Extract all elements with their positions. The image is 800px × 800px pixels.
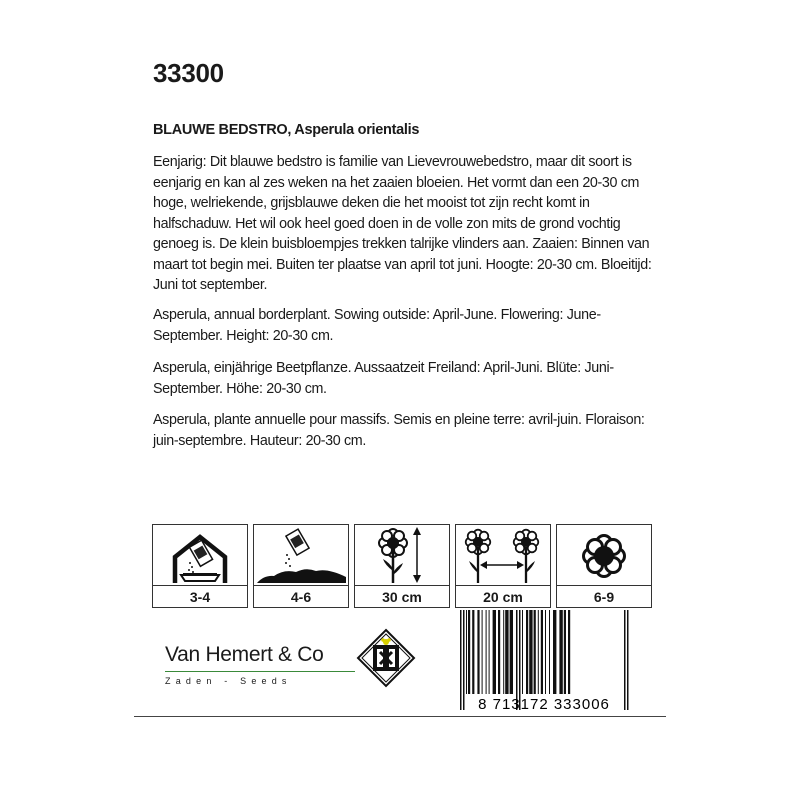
barcode-bar — [505, 610, 508, 694]
barcode-bar — [529, 610, 532, 694]
barcode-bar — [538, 610, 539, 694]
flowering-icon — [557, 525, 651, 585]
brand-divider — [165, 671, 355, 672]
barcode-bars — [460, 610, 629, 710]
plant-height-icon — [355, 525, 449, 585]
barcode-bar — [545, 610, 546, 694]
barcode-bar — [503, 610, 504, 694]
sow-indoors-icon — [153, 525, 247, 585]
barcode-bar — [526, 610, 528, 694]
barcode-bar — [498, 610, 500, 694]
barcode-bar — [624, 610, 626, 710]
description-french: Asperula, plante annuelle pour massifs. Semis en pleine terre: avril-juin. Floraison: juin-septembre. Hauteur: 20-30 cm. — [153, 412, 645, 449]
barcode-bar — [534, 610, 536, 694]
sow-indoors-label: 3-4 — [153, 585, 247, 608]
barcode-bar — [516, 610, 518, 710]
description-dutch: Eenjarig: Dit blauwe bedstro is familie van Lievevrouwebedstro, maar dit soort is eenjarig en kan al zes weken na het zaaien bloeien. Het vormt dan een 20-30 cm hoge, welriekende, grijsblauwe deken die het mooist tot zijn recht komt in halfschaduw. Het wil ook heel goed doen in de volle zon mits de grond vochtig genoeg is. De klein buisbloempjes trekken talrijke vlinders aan. Zaaien: Binnen van maart tot begin mei. Buiten ter plaatse van april tot juni. Hoogte: 20-30 cm. Bloeitijd: Juni tot september. — [153, 154, 652, 293]
icon-box-plant-height — [354, 524, 450, 608]
flowering-label: 6-9 — [557, 585, 651, 608]
barcode-bar — [466, 610, 467, 694]
barcode-bar — [489, 610, 490, 694]
barcode-bar — [493, 610, 496, 694]
product-code: 33300 — [153, 58, 224, 88]
barcode-bar — [519, 610, 521, 710]
icon-box-flowering — [556, 524, 652, 608]
product-title: BLAUWE BEDSTRO, Asperula orientalis — [153, 122, 420, 138]
barcode-bar — [463, 610, 465, 710]
plant-spacing-label: 20 cm — [456, 585, 550, 608]
icon-box-sow-outdoors — [253, 524, 349, 608]
barcode-bar — [482, 610, 483, 694]
brand-tagline: Zaden - Seeds — [165, 676, 292, 686]
icon-box-plant-spacing — [455, 524, 551, 608]
barcode-digits: 8 713172 333006 — [478, 696, 610, 712]
barcode-bar — [486, 610, 487, 694]
bottom-rule — [134, 716, 666, 717]
barcode-bar — [564, 610, 566, 694]
barcode-bar — [541, 610, 543, 694]
barcode-bar — [549, 610, 550, 694]
plant-spacing-icon — [456, 525, 550, 585]
icon-box-sow-indoors — [152, 524, 248, 608]
barcode-bar — [568, 610, 570, 694]
barcode-bar — [522, 610, 523, 694]
brand-name: Van Hemert & Co — [165, 643, 324, 666]
barcode-bar — [460, 610, 462, 710]
barcode-bar — [627, 610, 629, 710]
barcode-bar — [510, 610, 513, 694]
barcode-bar — [559, 610, 562, 694]
barcode-bar — [468, 610, 470, 694]
sow-outdoors-icon — [254, 525, 348, 585]
sow-outdoors-label: 4-6 — [254, 585, 348, 608]
brand-block — [165, 643, 360, 686]
barcode — [440, 610, 648, 712]
plant-height-label: 30 cm — [355, 585, 449, 608]
barcode-bar — [477, 610, 479, 694]
brand-logo-icon — [356, 628, 416, 688]
barcode-bar — [472, 610, 474, 694]
description-english: Asperula, annual borderplant. Sowing outside: April-June. Flowering: June-September. Height: 20-30 cm. — [153, 307, 601, 344]
description-german: Asperula, einjährige Beetpflanze. Aussaatzeit Freiland: April-Juni. Blüte: Juni-September. Höhe: 20-30 cm. — [153, 360, 614, 397]
barcode-bar — [553, 610, 556, 694]
